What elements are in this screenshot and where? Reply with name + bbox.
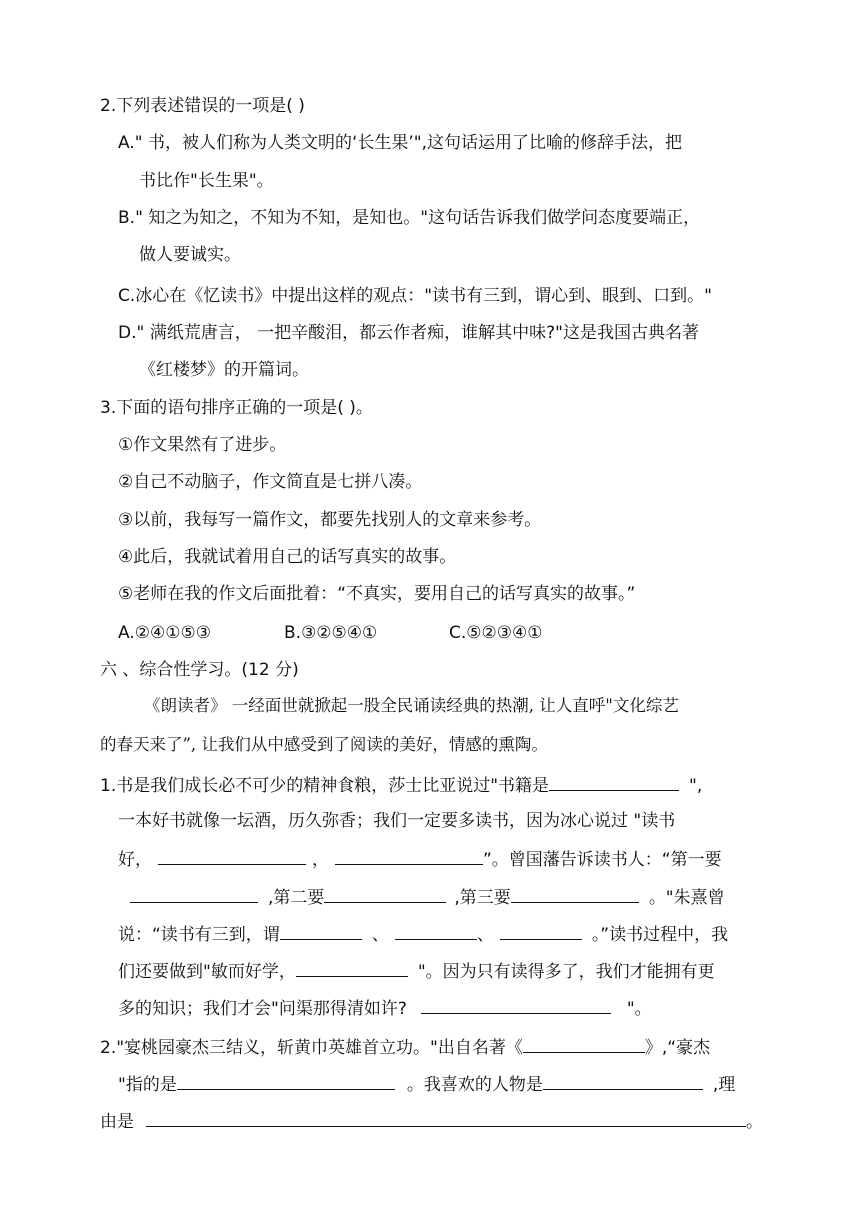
answer-blank[interactable] — [421, 995, 611, 1014]
s6-q1-text-3b: ， — [312, 850, 329, 870]
s6-q1-text-5d: 。”读书过程中，我 — [591, 925, 729, 945]
s6-q1-text-6b: "。因为只有读得多了，我们才能拥有更 — [417, 962, 715, 982]
s6-q2-line-3 — [100, 1108, 763, 1134]
answer-blank[interactable] — [511, 884, 639, 903]
option-c: C.⑤②③④① — [449, 623, 543, 643]
answer-blank[interactable] — [296, 958, 408, 977]
s6-q1-line-6 — [118, 958, 715, 984]
s6-q2-line-2 — [118, 1071, 735, 1097]
sentence-2: ②自己不动脑子，作文简直是七拼八凑。 — [118, 472, 423, 492]
s6-q1-text-3a: 好， — [118, 850, 152, 870]
s6-q2-text-3a: 由是 — [100, 1112, 134, 1132]
s6-q2-text-2c: ,理 — [712, 1075, 736, 1095]
option-b-line-1: B." 知之为知之，不知为不知，是知也。"这句话告诉我们做学问态度要端正， — [118, 208, 701, 228]
option-b-line-2: 做人要诚实。 — [139, 245, 241, 265]
option-d-line-1: D." 满纸荒唐言， 一把辛酸泪，都云作者痴，谁解其中味?"这是我国古典名著 — [118, 323, 699, 343]
s6-q1-line-1 — [100, 772, 702, 798]
option-a: A.②④①⑤③ — [118, 623, 211, 643]
section-6-intro-line-2: 的春天来了”, 让我们从中感受到了阅读的美好，情感的熏陶。 — [100, 735, 548, 754]
answer-blank[interactable] — [146, 1108, 746, 1127]
s6-q1-text-1a: 1.书是我们成长必不可少的精神食粮，莎士比亚说过"书籍是 — [100, 776, 550, 796]
s6-q1-text-1b: ", — [689, 776, 703, 796]
s6-q1-text-6a: 们还要做到"敏而好学， — [118, 962, 296, 982]
option-a-line-1: A." 书，被人们称为人类文明的‘长生果’",这句话运用了比喻的修辞手法，把 — [118, 133, 682, 153]
s6-q1-text-4a: ,第二要 — [268, 888, 325, 908]
answer-blank[interactable] — [324, 884, 446, 903]
answer-blank[interactable] — [395, 921, 477, 940]
answer-blank[interactable] — [500, 921, 582, 940]
answer-blank[interactable] — [335, 846, 483, 865]
s6-q1-text-3c: ”。曾国藩告诉读书人：“第一要 — [483, 850, 722, 870]
answer-blank[interactable] — [549, 772, 679, 791]
s6-q2-text-1b: 》,“豪杰 — [644, 1038, 711, 1058]
s6-q2-text-2a: "指的是 — [118, 1075, 177, 1095]
answer-blank[interactable] — [543, 1071, 703, 1090]
s6-q1-text-5c: 、 — [476, 925, 494, 945]
question-3-stem: 3.下面的语句排序正确的一项是( )。 — [100, 398, 373, 418]
s6-q1-text-5b: 、 — [371, 925, 389, 945]
section-6-intro-line-1: 《朗读者》 一经面世就掀起一股全民诵读经典的热潮, 让人直呼"文化综艺 — [144, 696, 679, 715]
sentence-4: ④此后，我就试着用自己的话写真实的故事。 — [118, 547, 457, 567]
option-d-line-2: 《红楼梦》的开篇词。 — [139, 360, 309, 380]
s6-q2-line-1 — [100, 1034, 710, 1060]
s6-q1-text-7a: 多的知识；我们才会"问渠那得清如许? — [118, 999, 407, 1019]
s6-q1-line-3 — [118, 846, 722, 872]
s6-q1-line-2: 一本好书就像一坛酒，历久弥香；我们一定要多读书，因为冰心说过 "读书 — [118, 811, 676, 831]
s6-q2-text-2b: 。我喜欢的人物是 — [406, 1075, 543, 1095]
s6-q1-text-7b: "。 — [626, 999, 652, 1019]
s6-q1-line-4 — [130, 884, 725, 910]
sentence-3: ③以前，我每写一篇作文，都要先找别人的文章来参考。 — [118, 510, 542, 530]
option-c-line-1: C.冰心在《忆读书》中提出这样的观点："读书有三到，谓心到、眼到、口到。" — [118, 286, 712, 306]
answer-blank[interactable] — [280, 921, 362, 940]
option-b: B.③②⑤④① — [284, 623, 378, 643]
option-a-line-2: 书比作"长生果"。 — [139, 171, 274, 191]
s6-q1-line-5 — [118, 921, 728, 947]
s6-q1-text-5a: 说：“读书有三到，谓 — [118, 925, 280, 945]
s6-q1-text-4b: ,第三要 — [454, 888, 511, 908]
answer-blank[interactable] — [523, 1034, 645, 1053]
answer-blank[interactable] — [177, 1071, 395, 1090]
question-2-stem: 2.下列表述错误的一项是( ) — [100, 96, 305, 116]
s6-q2-text-1a: 2."宴桃园豪杰三结义，斩黄巾英雄首立功。"出自名著《 — [100, 1038, 523, 1058]
section-6-heading: 六 、综合性学习。(12 分) — [100, 660, 299, 680]
sentence-5: ⑤老师在我的作文后面批着：“不真实，要用自己的话写真实的故事。” — [118, 584, 636, 604]
answer-blank[interactable] — [158, 846, 306, 865]
s6-q1-text-4c: 。"朱熹曾 — [648, 888, 725, 908]
answer-blank[interactable] — [130, 884, 258, 903]
s6-q1-line-7 — [118, 995, 652, 1021]
s6-q2-text-3b: 。 — [746, 1112, 763, 1132]
sentence-1: ①作文果然有了进步。 — [118, 435, 287, 455]
